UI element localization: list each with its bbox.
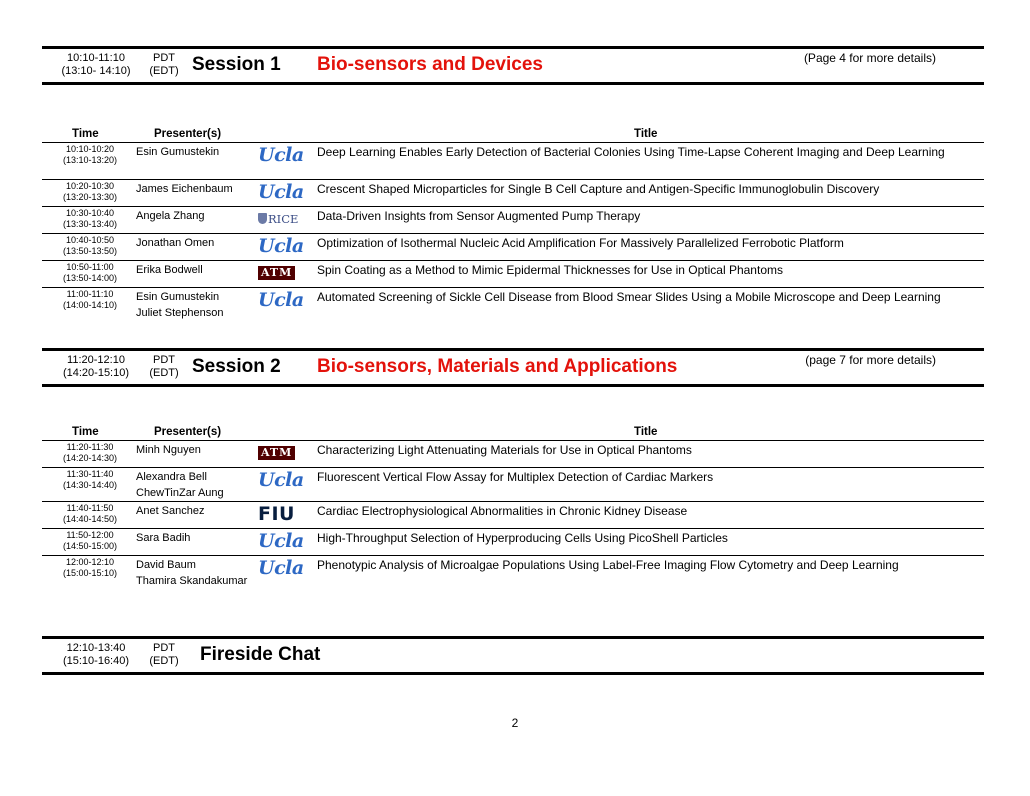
table-row: [42, 441, 984, 468]
rice-logo: RICE: [258, 209, 302, 229]
row-time: [50, 208, 130, 230]
row-presenters: [136, 469, 224, 501]
presenter-name: Sara Badih: [136, 532, 191, 544]
row-presenters: [136, 557, 247, 589]
session-label: Session 2: [192, 356, 281, 377]
row-time: [50, 530, 130, 552]
session-2-header: [42, 348, 984, 387]
row-time: [50, 469, 130, 491]
row-title: Spin Coating as a Method to Mimic Epidermal Thicknesses for Use in Optical Phantoms: [317, 263, 783, 277]
presenter-name: Esin Gumustekin: [136, 291, 220, 303]
row-time: [50, 557, 130, 579]
row-presenters: [136, 235, 214, 251]
table-body: [42, 441, 984, 592]
row-time-edt: (14:20-14:30): [62, 453, 118, 463]
row-time-edt: (13:50-14:00): [62, 273, 118, 283]
row-title: Automated Screening of Sickle Cell Disease from Blood Smear Slides Using a Mobile Microscope and Deep Learning: [317, 290, 941, 304]
row-time-pdt: 10:50-11:00: [66, 262, 114, 272]
row-time-edt: (14:00-14:10): [62, 300, 118, 310]
row-time-pdt: 10:10-10:20: [65, 144, 115, 154]
row-time-edt: (14:50-15:00): [62, 541, 118, 551]
session-time-pdt: 12:10-13:40: [66, 642, 126, 654]
row-time: [50, 144, 130, 166]
presenter-name: Erika Bodwell: [136, 264, 203, 276]
page-number: 2: [511, 716, 519, 730]
row-time-pdt: 11:30-11:40: [66, 469, 114, 479]
row-presenters: [136, 262, 203, 278]
row-time-edt: (14:40-14:50): [62, 514, 118, 524]
presenter-name: Alexandra Bell: [136, 471, 207, 483]
row-presenters: [136, 442, 201, 458]
ucla-logo: Ucla: [258, 289, 304, 311]
session-time: [56, 354, 136, 380]
session-2-table: [42, 426, 984, 592]
table-body: [42, 143, 984, 328]
timezone-pdt: PDT: [153, 642, 175, 654]
row-presenters: [136, 289, 223, 321]
row-title: High-Throughput Selection of Hyperproducing Cells Using PicoShell Particles: [317, 531, 728, 545]
row-time-pdt: 11:40-11:50: [66, 503, 114, 513]
table-row: [42, 207, 984, 234]
row-time-edt: (15:00-15:10): [62, 568, 118, 578]
row-time-pdt: 10:20-10:30: [65, 181, 115, 191]
ucla-logo: Ucla: [258, 181, 304, 203]
presenter-name: James Eichenbaum: [136, 183, 233, 195]
header-title: Title: [634, 128, 658, 140]
session-label: Fireside Chat: [200, 644, 321, 665]
header-time: Time: [72, 426, 99, 438]
row-title: Cardiac Electrophysiological Abnormalities in Chronic Kidney Disease: [317, 504, 688, 518]
timezone-edt: (EDT): [149, 655, 179, 667]
row-title: Phenotypic Analysis of Microalgae Populations Using Label-Free Imaging Flow Cytometry and Deep Learning: [317, 558, 899, 572]
session-time-edt: (15:10-16:40): [62, 655, 130, 667]
row-presenters: [136, 144, 219, 160]
fiu-logo: FIU: [258, 503, 295, 525]
header-presenters: Presenter(s): [154, 128, 222, 140]
row-time-edt: (13:10-13:20): [62, 155, 118, 165]
presenter-name: Jonathan Omen: [136, 237, 215, 249]
row-time: [50, 235, 130, 257]
table-row: [42, 261, 984, 288]
row-presenters: [136, 208, 205, 224]
session-time: [56, 52, 136, 78]
presenter-name: Thamira Skandakumar: [136, 575, 248, 587]
session-time: [56, 642, 136, 668]
timezone-label: [142, 52, 186, 78]
ucla-logo: Ucla: [258, 144, 304, 166]
table-row: [42, 180, 984, 207]
timezone-label: [142, 354, 186, 380]
row-time-pdt: 11:50-12:00: [66, 530, 114, 540]
session-title: Bio-sensors and Devices: [317, 54, 543, 75]
session-time-edt: (13:10- 14:10): [61, 65, 131, 77]
timezone-edt: (EDT): [149, 65, 179, 77]
ucla-logo: Ucla: [258, 557, 304, 579]
session-title: Bio-sensors, Materials and Applications: [317, 356, 678, 377]
texas-am-logo: ATM: [258, 263, 302, 283]
texas-am-logo: ATM: [258, 443, 302, 463]
table-row: [42, 468, 984, 502]
table-row: [42, 556, 984, 592]
table-row: [42, 502, 984, 529]
session-time-pdt: 10:10-11:10: [67, 52, 125, 64]
session-1-header: [42, 46, 984, 85]
row-title: Crescent Shaped Microparticles for Single B Cell Capture and Antigen-Specific Immunoglobulin Discovery: [317, 182, 880, 196]
row-title: Deep Learning Enables Early Detection of Bacterial Colonies Using Time-Lapse Coherent Imaging and Deep Learning: [317, 145, 945, 159]
header-presenters: Presenter(s): [154, 426, 222, 438]
presenter-name: Anet Sanchez: [136, 505, 205, 517]
presenter-name: Minh Nguyen: [136, 444, 201, 456]
presenter-name: Esin Gumustekin: [136, 146, 220, 158]
table-row: [42, 288, 984, 328]
session-more-details: (page 7 for more details): [805, 353, 936, 367]
timezone-pdt: PDT: [153, 354, 175, 366]
row-presenters: [136, 503, 205, 519]
table-header: [42, 128, 984, 143]
row-title: Fluorescent Vertical Flow Assay for Multiplex Detection of Cardiac Markers: [317, 470, 714, 484]
ucla-logo: Ucla: [258, 469, 304, 491]
row-time: [50, 442, 130, 464]
row-time-edt: (13:50-13:50): [62, 246, 118, 256]
row-time: [50, 503, 130, 525]
row-title: Data-Driven Insights from Sensor Augmented Pump Therapy: [317, 209, 641, 223]
timezone-label: [142, 642, 186, 668]
shield-icon: [258, 213, 267, 224]
presenter-name: David Baum: [136, 559, 196, 571]
ucla-logo: Ucla: [258, 235, 304, 257]
row-title: Characterizing Light Attenuating Materials for Use in Optical Phantoms: [317, 443, 692, 457]
row-time-pdt: 11:00-11:10: [66, 289, 114, 299]
row-time: [50, 262, 130, 284]
table-row: [42, 143, 984, 180]
row-time-pdt: 10:40-10:50: [65, 235, 115, 245]
presenter-name: Juliet Stephenson: [136, 307, 224, 319]
presenter-name: Angela Zhang: [136, 210, 205, 222]
session-time-pdt: 11:20-12:10: [67, 354, 125, 366]
header-time: Time: [72, 128, 99, 140]
fireside-chat-header: [42, 636, 984, 675]
ucla-logo: Ucla: [258, 530, 304, 552]
timezone-pdt: PDT: [153, 52, 175, 64]
row-time-pdt: 10:30-10:40: [65, 208, 115, 218]
row-time-pdt: 12:00-12:10: [65, 557, 115, 567]
table-row: [42, 529, 984, 556]
session-time-edt: (14:20-15:10): [62, 367, 130, 379]
table-header: [42, 426, 984, 441]
header-title: Title: [634, 426, 658, 438]
row-time-edt: (14:30-14:40): [62, 480, 118, 490]
row-time: [50, 289, 130, 311]
session-1-table: [42, 128, 984, 328]
session-label: Session 1: [192, 54, 281, 75]
timezone-edt: (EDT): [149, 367, 179, 379]
row-presenters: [136, 530, 190, 546]
session-more-details: (Page 4 for more details): [803, 51, 936, 65]
table-row: [42, 234, 984, 261]
row-time-edt: (13:30-13:40): [62, 219, 118, 229]
row-title: Optimization of Isothermal Nucleic Acid Amplification For Massively Parallelized Ferrobotic Platform: [317, 236, 844, 250]
row-time-pdt: 11:20-11:30: [66, 442, 114, 452]
row-time: [50, 181, 130, 203]
row-presenters: [136, 181, 233, 197]
row-time-edt: (13:20-13:30): [62, 192, 118, 202]
presenter-name: ChewTinZar Aung: [136, 487, 224, 499]
